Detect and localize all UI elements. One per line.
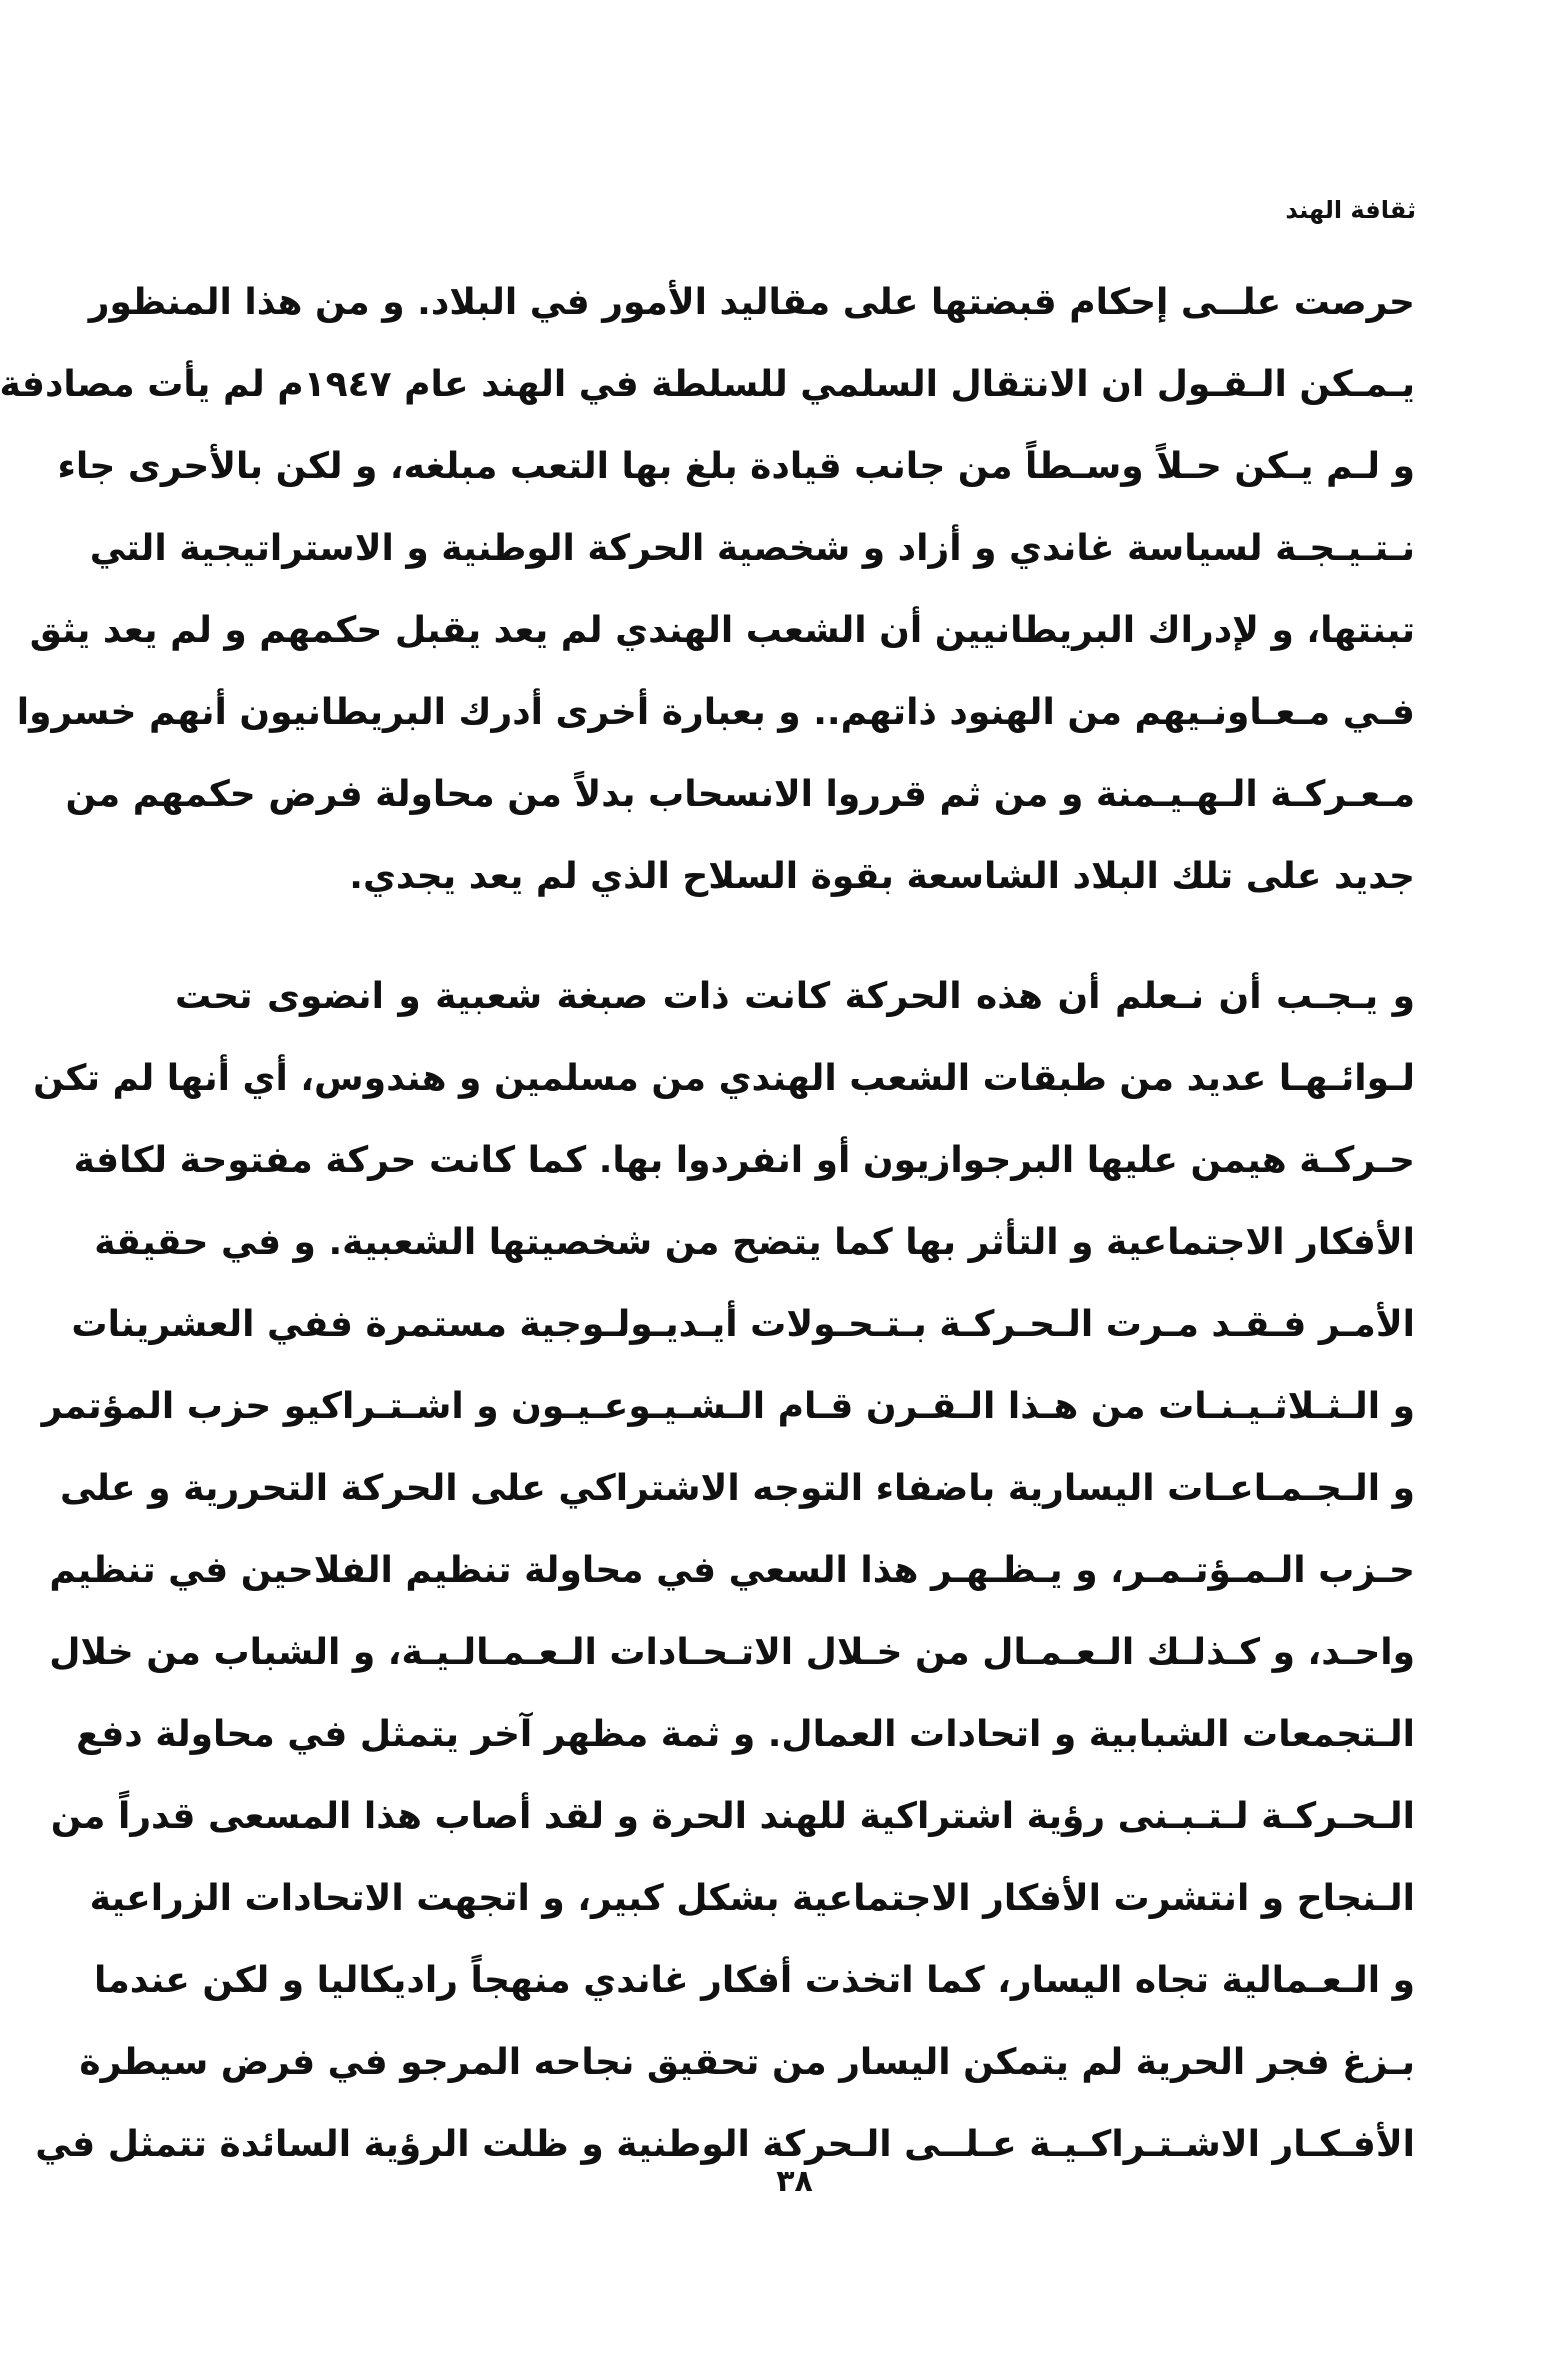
text-line: و الـجـمـاعـات اليسارية باضفاء التوجه الاشتراكي على الحركة التحررية و على	[59, 1468, 1415, 1509]
page-number: ٣٨	[776, 2164, 813, 2199]
text-line: الـنجاح و انتشرت الأفكار الاجتماعية بشكل كبير، و اتجهت الاتحادات الزراعية	[89, 1878, 1415, 1919]
text-line: حـزب الـمـؤتـمـر، و يـظـهـر هذا السعي في محاولة تنظيم الفلاحين في تنظيم	[49, 1550, 1415, 1591]
text-line: الأفكار الاجتماعية و التأثر بها كما يتضح من شخصيتها الشعبية. و في حقيقة	[94, 1222, 1415, 1263]
paragraph-1	[0, 262, 1415, 918]
text-line: الأفـكـار الاشـتـراكـيـة عـلــى الـحركة الوطنية و ظلت الرؤية السائدة تتمثل في	[35, 2124, 1415, 2165]
text-line: الـتجمعات الشبابية و اتحادات العمال. و ثمة مظهر آخر يتمثل في محاولة دفع	[76, 1714, 1415, 1755]
text-line: حرصت علــى إحكام قبضتها على مقاليد الأمور في البلاد. و من هذا المنظور	[88, 282, 1415, 323]
running-header-title: ثقافة الهند	[1285, 196, 1416, 224]
text-line: الـحـركـة لـتـبـنى رؤية اشتراكية للهند الحرة و لقد أصاب هذا المسعى قدراً من	[50, 1796, 1415, 1837]
text-line: و يـجـب أن نـعلم أن هذه الحركة كانت ذات صبغة شعبية و انضوى تحت	[175, 976, 1415, 1017]
text-line: تبنتها، و لإدراك البريطانيين أن الشعب الهندي لم يعد يقبل حكمهم و لم يعد يثق	[29, 610, 1415, 651]
text-line: بـزغ فجر الحرية لم يتمكن اليسار من تحقيق نجاحه المرجو في فرض سيطرة	[79, 2042, 1415, 2083]
text-line: لـوائـهـا عديد من طبقات الشعب الهندي من مسلمين و هندوس، أي أنها لم تكن	[33, 1058, 1415, 1099]
text-line: حـركـة هيمن عليها البرجوازيون أو انفردوا بها. كما كانت حركة مفتوحة لكافة	[73, 1140, 1415, 1181]
text-line: نـتـيـجـة لسياسة غاندي و أزاد و شخصية الحركة الوطنية و الاستراتيجية التي	[89, 528, 1415, 569]
text-line: جديد على تلك البلاد الشاسعة بقوة السلاح الذي لم يعد يجدي.	[349, 856, 1415, 897]
body-text	[0, 262, 1415, 2186]
text-line: واحـد، و كـذلـك الـعـمـال من خـلال الاتـحـادات الـعـمـالـيـة، و الشباب من خلال	[49, 1632, 1415, 1673]
text-line: يـمـكن الـقـول ان الانتقال السلمي للسلطة في الهند عام ١٩٤٧م لم يأت مصادفة	[0, 364, 1415, 405]
text-line: و الـثـلاثـيـنـات من هـذا الـقـرن قـام الـشـيـوعـيـون و اشـتـراكيو حزب المؤتمر	[41, 1386, 1415, 1427]
text-line: و لـم يـكن حـلاً وسـطاً من جانب قيادة بلغ بها التعب مبلغه، و لكن بالأحرى جاء	[57, 446, 1415, 487]
paragraph-2	[33, 956, 1415, 2186]
text-line: الأمـر فـقـد مـرت الـحـركـة بـتـحـولات أيـديـولـوجية مستمرة ففي العشرينات	[71, 1304, 1415, 1345]
text-line: مـعـركـة الـهـيـمنة و من ثم قرروا الانسحاب بدلاً من محاولة فرض حكمهم من	[65, 774, 1415, 815]
text-line: فـي مـعـاونـيهم من الهنود ذاتهم.. و بعبارة أخرى أدرك البريطانيون أنهم خسروا	[16, 692, 1415, 733]
text-line: و الـعـمالية تجاه اليسار، كما اتخذت أفكار غاندي منهجاً راديكاليا و لكن عندما	[93, 1960, 1415, 2001]
